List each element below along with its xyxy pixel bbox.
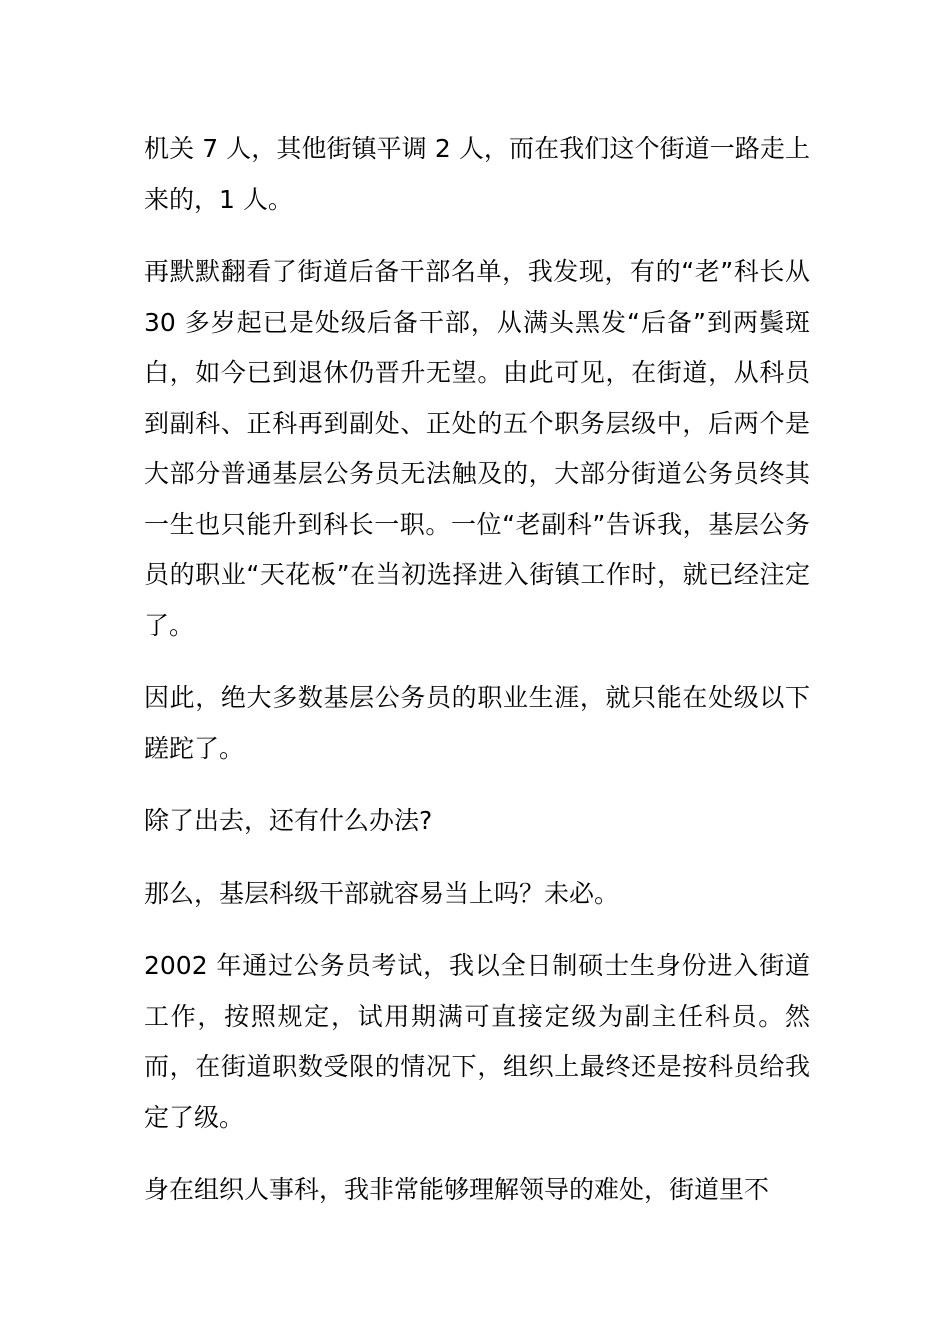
paragraph-4: 除了出去，还有什么办法? [144, 806, 433, 835]
paragraph-2: 再默默翻看了街道后备干部名单，我发现，有的“老”科长从 30 多岁起已是处级后备干部，从满头黑发“后备”到两鬓斑白，如今已到退休仍晋升无望。由此可见，在街道，从科员到副科、正科再到副处、正处的五个职务层级中，后两个是大部分普通基层公务员无法触及的，大部分街道公务员终其一生也只能升到科长一职。一位“老副科”告诉我，基层公务员的职业“天花板”在当初选择进入街镇工作时，就已经注定了。 [144, 257, 810, 640]
paragraph-1: 机关 7 人，其他街镇平调 2 人，而在我们这个街道一路走上来的，1 人。 [144, 134, 810, 214]
paragraph-7: 身在组织人事科，我非常能够理解领导的难处，街道里不 [144, 1175, 770, 1204]
paragraph-3: 因此，绝大多数基层公务员的职业生涯，就只能在处级以下蹉跎了。 [144, 683, 810, 763]
paragraph-5: 那么，基层科级干部就容易当上吗？未必。 [144, 878, 620, 908]
article-body [144, 124, 810, 1238]
paragraph-6: 2002 年通过公务员考试，我以全日制硕士生身份进入街道工作，按照规定，试用期满可直接定级为副主任科员。然而，在街道职数受限的情况下，组织上最终还是按科员给我定了级。 [144, 951, 810, 1132]
